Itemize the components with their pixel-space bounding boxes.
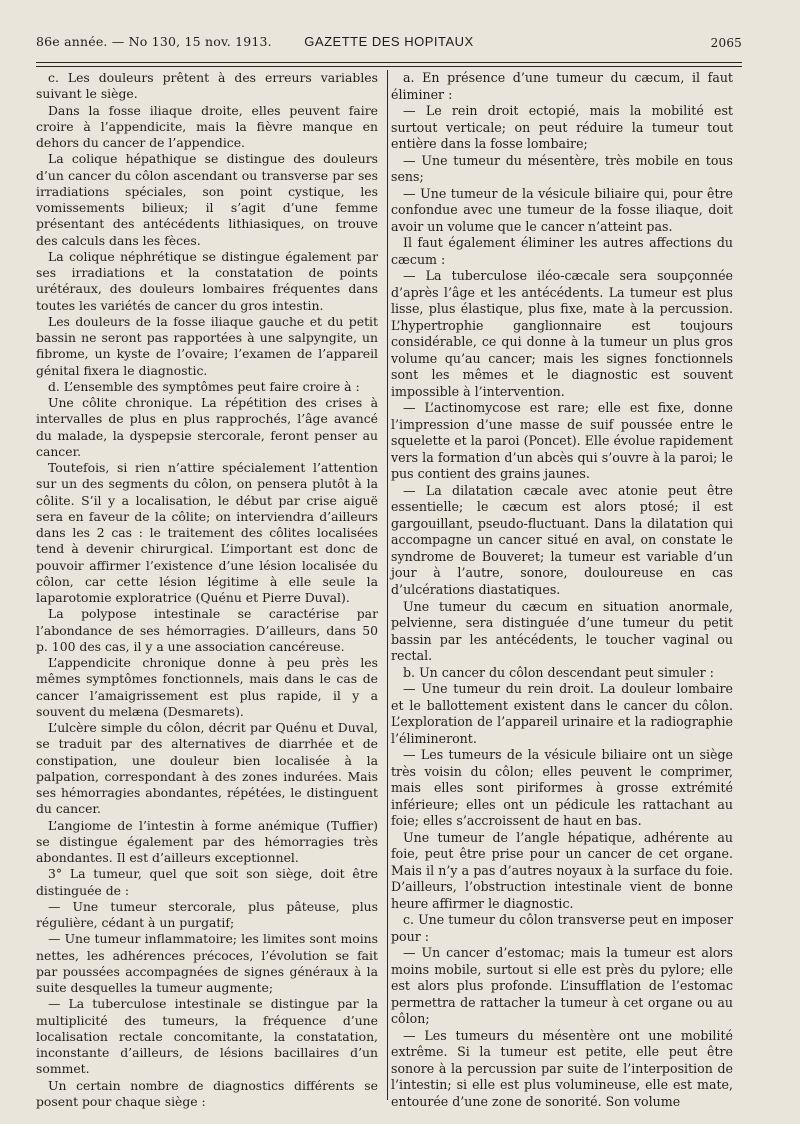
paragraph: — La tuberculose iléo-cæcale sera soupçonnée d’après l’âge et les antécédents. La tumeur est plus lisse, plus élastique, plus fixe, mate à la percussion. L’hypertrophie ganglionnaire est toujours considérable, ce qui donne à la tumeur un plus gros volume qu’au cancer; mais les signes fonctionnels sont les mêmes et le diagnostic est souvent impossible à l’intervention. [391, 268, 733, 399]
page-header [36, 34, 742, 54]
paragraph: Une tumeur du cæcum en situation anormale, pelvienne, sera distinguée d’une tumeur du petit bassin par les antécédents, le toucher vaginal ou rectal. [391, 598, 733, 664]
paragraph: La colique néphrétique se distingue également par ses irradiations et la constatation de points urétéraux, des douleurs lombaires fréquentes dans toutes les variétés de cancer du gros intestin. [36, 248, 378, 313]
paragraph: — L’actinomycose est rare; elle est fixe, donne l’impression d’une masse de suif poussée entre le squelette et la paroi (Poncet). Elle évolue rapidement vers la formation d’un abcès qui s’ouvre à la paroi; le pus contient des grains jaunes. [391, 400, 733, 482]
paragraph: L’ulcère simple du côlon, décrit par Quénu et Duval, se traduit par des alternatives de diarrhée et de constipation, une douleur bien localisée à la palpation, correspondant à des zones indurées. Mais ses hémorragies abondantes, répétées, le distinguent du cancer. [36, 720, 378, 817]
paragraph: La polypose intestinale se caractérise par l’abondance de ses hémorragies. D’ailleurs, dans 50 p. 100 des cas, il y a une association cancéreuse. [36, 606, 378, 654]
paragraph: — Une tumeur inflammatoire; les limites sont moins nettes, les adhérences précoces, l’évolution se fait par poussées accompagnées de signes généraux à la suite desquelles la tumeur augmente; [36, 931, 378, 995]
paragraph: — Une tumeur stercorale, plus pâteuse, plus régulière, cédant à un purgatif; [36, 898, 378, 930]
right-column [391, 70, 733, 1110]
paragraph: 3° La tumeur, quel que soit son siège, doit être distinguée de : [36, 866, 378, 898]
paragraph: — Le rein droit ectopié, mais la mobilité est surtout verticale; on peut réduire la tumeur tout entière dans la fosse lombaire; [391, 103, 733, 152]
paragraph: Une côlite chronique. La répétition des crises à intervalles de plus en plus rapprochés, l’âge avancé du malade, la dyspepsie stercorale, feront penser au cancer. [36, 395, 378, 459]
paragraph: a. En présence d’une tumeur du cæcum, il faut éliminer : [391, 70, 733, 102]
paragraph: — Une tumeur du rein droit. La douleur lombaire et le ballottement existent dans le cancer du côlon. L’exploration de l’appareil urinaire et la radiographie l’élimineront. [391, 681, 733, 746]
paragraph: d. L’ensemble des symptômes peut faire croire à : [48, 378, 360, 394]
paragraph: — Les tumeurs de la vésicule biliaire ont un siège très voisin du côlon; elles peuvent le comprimer, mais elles sont piriformes à grosse extrémité inférieure; elles ont un pédicule les rattachant au foie; elles s’accroissent de haut en bas. [391, 747, 733, 829]
paragraph: La colique hépathique se distingue des douleurs d’un cancer du côlon ascendant ou transverse par ses irradiations spéciales, son point cystique, les vomissements bilieux; il s’agit d’une femme présentant des antécédents lithiasiques, on trouve des calculs dans les fèces. [36, 151, 378, 248]
paragraph: Une tumeur de l’angle hépatique, adhérente au foie, peut être prise pour un cancer de cet organe. Mais il n’y a pas d’autres noyaux à la surface du foie. D’ailleurs, l’obstruction intestinale vient de bonne heure affirmer le diagnostic. [391, 829, 733, 911]
paragraph: Il faut également éliminer les autres affections du cæcum : [391, 235, 733, 267]
paragraph: c. Les douleurs prêtent à des erreurs variables suivant le siège. [36, 70, 378, 102]
paragraph: — La dilatation cæcale avec atonie peut être essentielle; le cæcum est alors ptosé; il est gargouillant, pseudo-fluctuant. Dans la dilatation qui accompagne un cancer situé en aval, on constate le syndrome de Bouveret; la tumeur est variable d’un jour à l’autre, sonore, douloureuse en cas d’ulcérations diastatiques. [391, 482, 733, 597]
paragraph: Toutefois, si rien n’attire spécialement l’attention sur un des segments du côlon, on pensera plutôt à la côlite. S’il y a localisation, le début par crise aiguë sera en faveur de la côlite; on interviendra d’ailleurs dans les 2 cas : le traitement des côlites localisées tend à devenir chirurgical. L’important est donc de pouvoir affirmer l’existence d’une lésion localisée du côlon, car cette lésion légitime à elle seule la laparotomie exploratrice (Quénu et Pierre Duval). [36, 460, 378, 605]
header-rule-top [36, 62, 742, 63]
page-number: 2065 [710, 36, 742, 50]
paragraph: L’angiome de l’intestin à forme anémique (Tuffier) se distingue également par des hémorragies très abondantes. Il est d’ailleurs exceptionnel. [36, 817, 378, 865]
paragraph: Un certain nombre de diagnostics différents se posent pour chaque siège : [36, 1077, 378, 1109]
left-column [36, 70, 378, 1110]
issue-info: 86e année. — No 130, 15 nov. 1913. [36, 34, 272, 49]
header-rule-bottom [36, 66, 742, 67]
paragraph: Les douleurs de la fosse iliaque gauche et du petit bassin ne seront pas rapportées à une salpyngite, un fibrome, un kyste de l’ovaire; l’examen de l’appareil génital fixera le diagnostic. [36, 313, 378, 378]
paragraph: L’appendicite chronique donne à peu près les mêmes symptômes fonctionnels, mais dans le cas de cancer l’amaigrissement est plus rapide, il y a souvent du melæna (Desmarets). [36, 655, 378, 719]
paragraph: — La tuberculose intestinale se distingue par la multiplicité des tumeurs, la fréquence d’une localisation rectale concomitante, la constatation, inconstante d’ailleurs, de lésions bacillaires d’un sommet. [36, 996, 378, 1077]
paragraph: — Un cancer d’estomac; mais la tumeur est alors moins mobile, surtout si elle est près du pylore; elle est alors plus profonde. L’insufflation de l’estomac permettra de rattacher la tumeur à cet organe ou au côlon; [391, 945, 733, 1027]
paragraph: — Une tumeur de la vésicule biliaire qui, pour être confondue avec une tumeur de la fosse iliaque, doit avoir un volume que le cancer n’atteint pas. [391, 185, 733, 234]
journal-title: GAZETTE DES HOPITAUX [304, 34, 474, 49]
paragraph: — Les tumeurs du mésentère ont une mobilité extrême. Si la tumeur est petite, elle peut être sonore à la percussion par suite de l’interposition de l’intestin; si elle est plus volumineuse, elle est mate, entourée d’une zone de sonorité. Son volume [391, 1027, 733, 1109]
paragraph: Dans la fosse iliaque droite, elles peuvent faire croire à l’appendicite, mais la fièvre manque en dehors du cancer de l’appendice. [36, 102, 378, 150]
paragraph: — Une tumeur du mésentère, très mobile en tous sens; [391, 152, 733, 185]
paragraph: b. Un cancer du côlon descendant peut simuler : [403, 664, 714, 680]
column-separator [387, 70, 388, 1100]
paragraph: c. Une tumeur du côlon transverse peut en imposer pour : [391, 912, 733, 944]
